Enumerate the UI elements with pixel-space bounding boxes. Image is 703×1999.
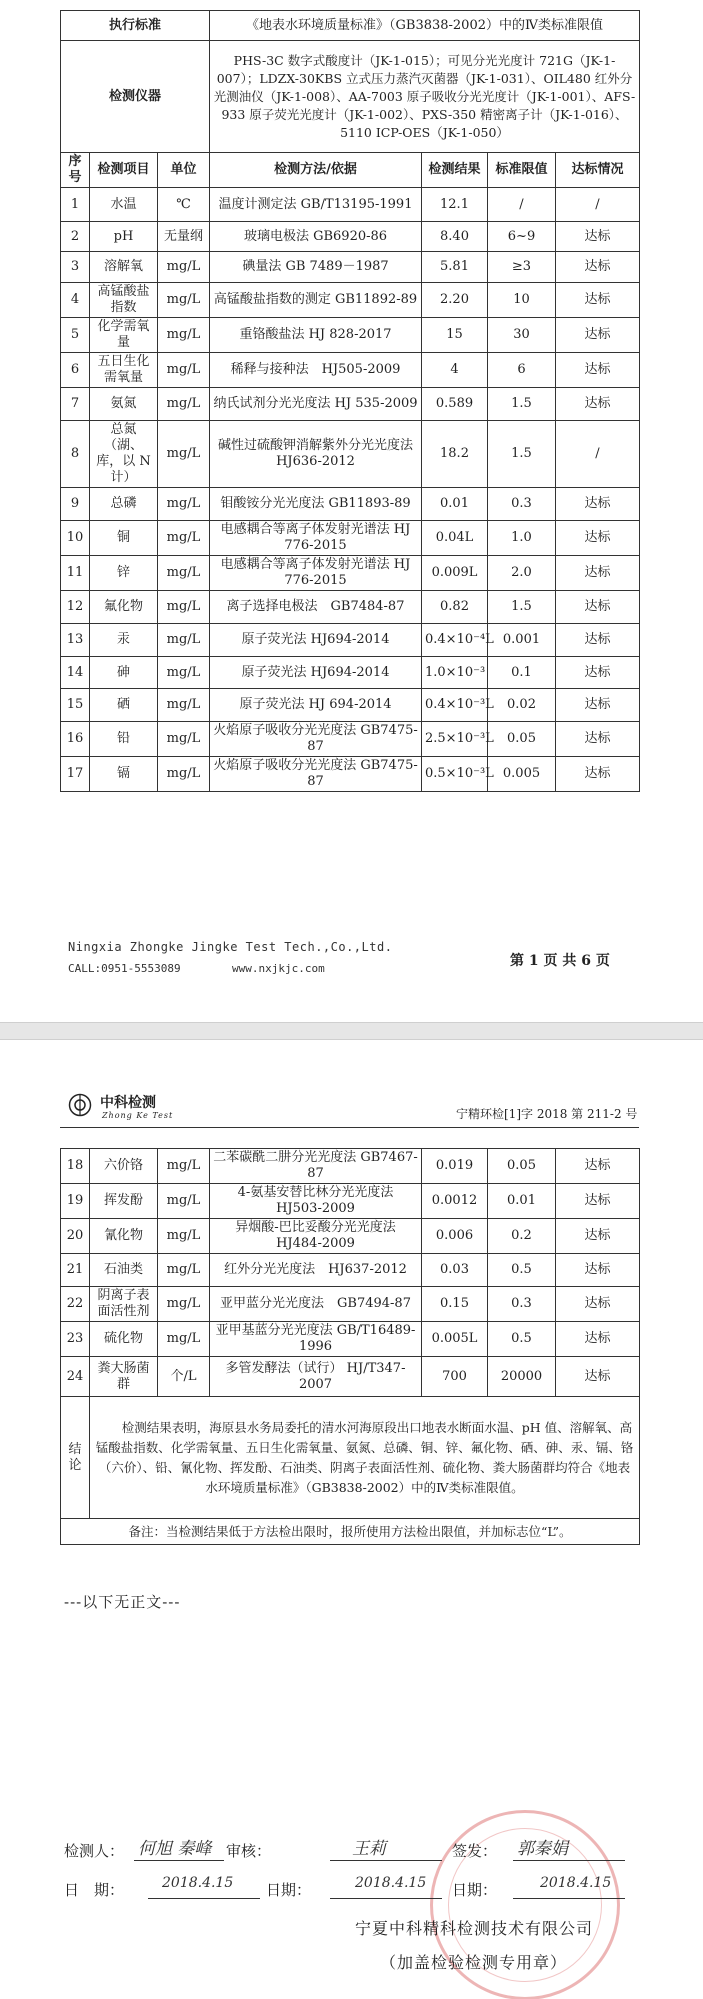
company-website: www.nxjkjc.com: [232, 962, 325, 975]
date-label-3: 日期：: [452, 1881, 498, 1899]
instrument-list: PHS-3C 数字式酸度计（JK-1-015）；可见分光光度计 721G（JK-1-007）；LDZX-30KBS 立式压力蒸汽灭菌器（JK-1-031）、OIL480 红外分光测油仪（JK-1-008）、AA-7003 原子吸收分光光度计（JK-1-001）、AFS-933 原子荧光光度计（JK-1-002）、PXS-350 精密离子计（JK-1-016）、5110 ICP-OES（JK-1-050）: [210, 41, 640, 153]
date-value-2: 2018.4.15: [355, 1875, 427, 1891]
cell-unit: mg/L: [158, 657, 210, 689]
cell-unit: mg/L: [158, 252, 210, 283]
date-line-1: [148, 1898, 260, 1899]
results-table-page-2: [60, 1148, 640, 1545]
cell-index: 2: [61, 222, 90, 252]
cell-method: 原子荧光法 HJ694-2014: [210, 657, 422, 689]
table-row: [61, 318, 640, 353]
header-unit: 单位: [158, 153, 210, 188]
cell-method: 二苯碳酰二肼分光光度法 GB7467-87: [210, 1149, 422, 1184]
cell-limit: /: [488, 188, 556, 222]
table-row: [61, 188, 640, 222]
cell-result: 0.0012: [422, 1184, 488, 1219]
cell-method: 高锰酸盐指数的测定 GB11892-89: [210, 283, 422, 318]
date-value-3: 2018.4.15: [540, 1875, 612, 1891]
tester-signature: 何旭 秦峰: [138, 1839, 212, 1859]
cell-result: 1.0×10⁻³: [422, 657, 488, 689]
cell-item: 高锰酸盐指数: [90, 283, 158, 318]
cell-method: 钼酸铵分光光度法 GB11893-89: [210, 488, 422, 521]
cell-item: 氟化物: [90, 591, 158, 624]
cell-limit: 0.5: [488, 1254, 556, 1287]
date-label-2: 日期：: [266, 1881, 312, 1899]
table-row: [61, 757, 640, 792]
cell-result: 12.1: [422, 188, 488, 222]
cell-status: 达标: [556, 318, 640, 353]
cell-status: 达标: [556, 1357, 640, 1397]
cell-limit: 0.3: [488, 1287, 556, 1322]
cell-index: 6: [61, 353, 90, 388]
cell-item: 氰化物: [90, 1219, 158, 1254]
table-row: [61, 521, 640, 556]
cell-limit: ≥3: [488, 252, 556, 283]
table-row: [61, 222, 640, 252]
date-label-1: 日 期：: [64, 1881, 125, 1899]
table-row: [61, 556, 640, 591]
table-row: [61, 689, 640, 722]
cell-result: 18.2: [422, 421, 488, 488]
cell-item: 化学需氧量: [90, 318, 158, 353]
cell-result: 8.40: [422, 222, 488, 252]
header-rule: [60, 1127, 639, 1128]
header-limit: 标准限值: [488, 153, 556, 188]
cell-unit: 无量纲: [158, 222, 210, 252]
end-of-text-note: ---以下无正文---: [64, 1593, 181, 1611]
cell-result: 0.01: [422, 488, 488, 521]
table-row: [61, 252, 640, 283]
cell-unit: mg/L: [158, 591, 210, 624]
cell-unit: mg/L: [158, 624, 210, 657]
cell-limit: 6: [488, 353, 556, 388]
cell-unit: mg/L: [158, 1149, 210, 1184]
cell-unit: mg/L: [158, 353, 210, 388]
cell-limit: 1.5: [488, 388, 556, 421]
cell-status: 达标: [556, 722, 640, 757]
date-line-2: [330, 1898, 442, 1899]
cell-method: 火焰原子吸收分光光度法 GB7475-87: [210, 757, 422, 792]
cell-limit: 6~9: [488, 222, 556, 252]
cell-index: 23: [61, 1322, 90, 1357]
instrument-row: [61, 41, 640, 153]
cell-result: 0.4×10⁻⁴L: [422, 624, 488, 657]
reviewer-signature: 王莉: [352, 1839, 386, 1859]
table-row: [61, 488, 640, 521]
results-table-page-1: [60, 10, 640, 792]
cell-result: 2.20: [422, 283, 488, 318]
cell-result: 0.005L: [422, 1322, 488, 1357]
instrument-label: 检测仪器: [61, 41, 210, 153]
note-row: [61, 1519, 640, 1545]
cell-result: 0.589: [422, 388, 488, 421]
cell-unit: mg/L: [158, 1184, 210, 1219]
cell-status: 达标: [556, 1322, 640, 1357]
cell-item: 五日生化需氧量: [90, 353, 158, 388]
cell-limit: 0.02: [488, 689, 556, 722]
page-separator: [0, 1022, 703, 1040]
cell-index: 20: [61, 1219, 90, 1254]
table-row: [61, 722, 640, 757]
table-row: [61, 388, 640, 421]
cell-index: 11: [61, 556, 90, 591]
cell-limit: 0.2: [488, 1219, 556, 1254]
cell-result: 0.009L: [422, 556, 488, 591]
cell-method: 亚甲基蓝分光光度法 GB/T16489-1996: [210, 1322, 422, 1357]
cell-limit: 0.5: [488, 1322, 556, 1357]
table-row: [61, 657, 640, 689]
cell-result: 15: [422, 318, 488, 353]
cell-limit: 20000: [488, 1357, 556, 1397]
table-row: [61, 1322, 640, 1357]
table-row: [61, 353, 640, 388]
cell-item: 总氮（湖、库，以 N 计）: [90, 421, 158, 488]
cell-unit: mg/L: [158, 421, 210, 488]
cell-status: 达标: [556, 1149, 640, 1184]
cell-status: 达标: [556, 353, 640, 388]
table-row: [61, 283, 640, 318]
cell-item: 硒: [90, 689, 158, 722]
table-row: [61, 1219, 640, 1254]
cell-limit: 0.1: [488, 657, 556, 689]
cell-unit: mg/L: [158, 689, 210, 722]
cell-status: 达标: [556, 689, 640, 722]
cell-item: 氨氮: [90, 388, 158, 421]
reviewer-label: 审核：: [226, 1842, 272, 1860]
cell-status: 达标: [556, 222, 640, 252]
cell-item: 阴离子表面活性剂: [90, 1287, 158, 1322]
cell-limit: 1.5: [488, 421, 556, 488]
exec-standard-value: 《地表水环境质量标准》（GB3838-2002）中的Ⅳ类标准限值: [210, 11, 640, 41]
cell-limit: 1.5: [488, 591, 556, 624]
cell-unit: 个/L: [158, 1357, 210, 1397]
cell-status: 达标: [556, 488, 640, 521]
company-phone: CALL:0951-5553089: [68, 962, 181, 975]
cell-limit: 1.0: [488, 521, 556, 556]
cell-index: 8: [61, 421, 90, 488]
page-number: 第 1 页 共 6 页: [510, 953, 610, 969]
cell-status: 达标: [556, 252, 640, 283]
cell-index: 16: [61, 722, 90, 757]
cell-index: 9: [61, 488, 90, 521]
cell-limit: 0.3: [488, 488, 556, 521]
table-row: [61, 624, 640, 657]
cell-method: 碱性过硫酸钾消解紫外分光光度法 HJ636-2012: [210, 421, 422, 488]
company-stamp-note: （加盖检验检测专用章）: [380, 1953, 568, 1972]
cell-item: 挥发酚: [90, 1184, 158, 1219]
cell-unit: mg/L: [158, 1322, 210, 1357]
cell-limit: 0.005: [488, 757, 556, 792]
cell-unit: mg/L: [158, 722, 210, 757]
cell-status: 达标: [556, 657, 640, 689]
cell-item: 六价铬: [90, 1149, 158, 1184]
cell-unit: mg/L: [158, 1219, 210, 1254]
cell-limit: 0.01: [488, 1184, 556, 1219]
cell-index: 19: [61, 1184, 90, 1219]
cell-result: 0.5×10⁻³L: [422, 757, 488, 792]
conclusion-label: 结论: [61, 1397, 90, 1519]
cell-status: 达标: [556, 556, 640, 591]
header-index: 序号: [61, 153, 90, 188]
cell-method: 原子荧光法 HJ 694-2014: [210, 689, 422, 722]
cell-result: 0.006: [422, 1219, 488, 1254]
table-row: [61, 1287, 640, 1322]
cell-unit: mg/L: [158, 757, 210, 792]
cell-result: 0.019: [422, 1149, 488, 1184]
issuer-label: 签发：: [452, 1842, 498, 1860]
table-row: [61, 421, 640, 488]
cell-item: 锌: [90, 556, 158, 591]
cell-method: 电感耦合等离子体发射光谱法 HJ 776-2015: [210, 521, 422, 556]
cell-status: 达标: [556, 1219, 640, 1254]
cell-result: 2.5×10⁻³L: [422, 722, 488, 757]
cell-item: pH: [90, 222, 158, 252]
cell-status: /: [556, 421, 640, 488]
cell-index: 4: [61, 283, 90, 318]
cell-limit: 2.0: [488, 556, 556, 591]
cell-result: 700: [422, 1357, 488, 1397]
cell-limit: 10: [488, 283, 556, 318]
date-line-3: [513, 1898, 625, 1899]
company-english-name: Ningxia Zhongke Jingke Test Tech.,Co.,Ltd.: [68, 940, 393, 954]
cell-unit: mg/L: [158, 1287, 210, 1322]
reviewer-line: [330, 1860, 442, 1861]
cell-index: 22: [61, 1287, 90, 1322]
cell-index: 3: [61, 252, 90, 283]
cell-method: 温度计测定法 GB/T13195-1991: [210, 188, 422, 222]
cell-status: 达标: [556, 388, 640, 421]
header-method: 检测方法/依据: [210, 153, 422, 188]
table-row: [61, 1149, 640, 1184]
document-number: 宁精环检[1]字 2018 第 211-2 号: [456, 1107, 638, 1121]
table-row: [61, 1254, 640, 1287]
cell-item: 石油类: [90, 1254, 158, 1287]
results-rows-page-1: [61, 188, 640, 792]
cell-unit: mg/L: [158, 1254, 210, 1287]
company-logo-icon: [68, 1093, 92, 1117]
cell-method: 玻璃电极法 GB6920-86: [210, 222, 422, 252]
cell-status: 达标: [556, 1184, 640, 1219]
header-status: 达标情况: [556, 153, 640, 188]
issuer-signature: 郭秦娟: [517, 1839, 568, 1859]
cell-status: 达标: [556, 591, 640, 624]
cell-item: 铅: [90, 722, 158, 757]
conclusion-row: [61, 1397, 640, 1519]
logo-english: Zhong Ke Test: [102, 1111, 174, 1120]
cell-item: 总磷: [90, 488, 158, 521]
header-item: 检测项目: [90, 153, 158, 188]
cell-method: 稀释与接种法 HJ505-2009: [210, 353, 422, 388]
cell-status: 达标: [556, 521, 640, 556]
cell-limit: 0.05: [488, 1149, 556, 1184]
cell-unit: ℃: [158, 188, 210, 222]
cell-index: 15: [61, 689, 90, 722]
cell-unit: mg/L: [158, 521, 210, 556]
cell-limit: 0.05: [488, 722, 556, 757]
cell-limit: 0.001: [488, 624, 556, 657]
cell-item: 水温: [90, 188, 158, 222]
cell-item: 粪大肠菌群: [90, 1357, 158, 1397]
cell-unit: mg/L: [158, 283, 210, 318]
cell-index: 13: [61, 624, 90, 657]
cell-item: 铜: [90, 521, 158, 556]
exec-standard-label: 执行标准: [61, 11, 210, 41]
cell-unit: mg/L: [158, 488, 210, 521]
cell-method: 4-氨基安替比林分光光度法 HJ503-2009: [210, 1184, 422, 1219]
logo-chinese: 中科检测: [100, 1095, 156, 1111]
cell-method: 火焰原子吸收分光光度法 GB7475-87: [210, 722, 422, 757]
cell-result: 5.81: [422, 252, 488, 283]
table-row: [61, 1184, 640, 1219]
cell-status: /: [556, 188, 640, 222]
cell-index: 18: [61, 1149, 90, 1184]
exec-standard-row: [61, 11, 640, 41]
cell-item: 砷: [90, 657, 158, 689]
conclusion-text: 检测结果表明，海原县水务局委托的清水河海原段出口地表水断面水温、pH 值、溶解氧、高锰酸盐指数、化学需氧量、五日生化需氧量、氨氮、总磷、铜、锌、氟化物、硒、砷、汞、镉、铬（六价）、铅、氰化物、挥发酚、石油类、阴离子表面活性剂、硫化物、粪大肠菌群均符合《地表水环境质量标准》（GB3838-2002）中的Ⅳ类标准限值。: [90, 1397, 640, 1519]
cell-method: 异烟酸-巴比妥酸分光光度法 HJ484-2009: [210, 1219, 422, 1254]
table-row: [61, 1357, 640, 1397]
cell-method: 原子荧光法 HJ694-2014: [210, 624, 422, 657]
cell-result: 4: [422, 353, 488, 388]
cell-index: 17: [61, 757, 90, 792]
cell-unit: mg/L: [158, 388, 210, 421]
cell-index: 5: [61, 318, 90, 353]
cell-status: 达标: [556, 283, 640, 318]
header-row: [61, 153, 640, 188]
table-row: [61, 591, 640, 624]
company-name: 宁夏中科精科检测技术有限公司: [355, 1919, 594, 1938]
issuer-line: [513, 1860, 625, 1861]
cell-method: 红外分光光度法 HJ637-2012: [210, 1254, 422, 1287]
cell-index: 1: [61, 188, 90, 222]
cell-method: 纳氏试剂分光光度法 HJ 535-2009: [210, 388, 422, 421]
cell-method: 电感耦合等离子体发射光谱法 HJ 776-2015: [210, 556, 422, 591]
cell-result: 0.03: [422, 1254, 488, 1287]
cell-item: 溶解氧: [90, 252, 158, 283]
tester-label: 检测人：: [64, 1842, 125, 1860]
cell-method: 碘量法 GB 7489－1987: [210, 252, 422, 283]
cell-index: 7: [61, 388, 90, 421]
cell-result: 0.4×10⁻³L: [422, 689, 488, 722]
cell-status: 达标: [556, 757, 640, 792]
cell-limit: 30: [488, 318, 556, 353]
cell-status: 达标: [556, 624, 640, 657]
note-text: 备注：当检测结果低于方法检出限时，报所使用方法检出限值，并加标志位“L”。: [61, 1519, 640, 1545]
cell-status: 达标: [556, 1287, 640, 1322]
cell-index: 24: [61, 1357, 90, 1397]
results-rows-page-2: [61, 1149, 640, 1397]
cell-item: 硫化物: [90, 1322, 158, 1357]
cell-index: 12: [61, 591, 90, 624]
cell-index: 21: [61, 1254, 90, 1287]
date-value-1: 2018.4.15: [162, 1875, 234, 1891]
tester-line: [134, 1860, 224, 1861]
cell-result: 0.82: [422, 591, 488, 624]
cell-method: 重铬酸盐法 HJ 828-2017: [210, 318, 422, 353]
cell-index: 14: [61, 657, 90, 689]
cell-item: 镉: [90, 757, 158, 792]
cell-result: 0.04L: [422, 521, 488, 556]
cell-unit: mg/L: [158, 556, 210, 591]
cell-index: 10: [61, 521, 90, 556]
cell-unit: mg/L: [158, 318, 210, 353]
cell-status: 达标: [556, 1254, 640, 1287]
cell-result: 0.15: [422, 1287, 488, 1322]
cell-method: 亚甲蓝分光光度法 GB7494-87: [210, 1287, 422, 1322]
cell-method: 离子选择电极法 GB7484-87: [210, 591, 422, 624]
cell-method: 多管发酵法（试行） HJ/T347-2007: [210, 1357, 422, 1397]
cell-item: 汞: [90, 624, 158, 657]
header-result: 检测结果: [422, 153, 488, 188]
